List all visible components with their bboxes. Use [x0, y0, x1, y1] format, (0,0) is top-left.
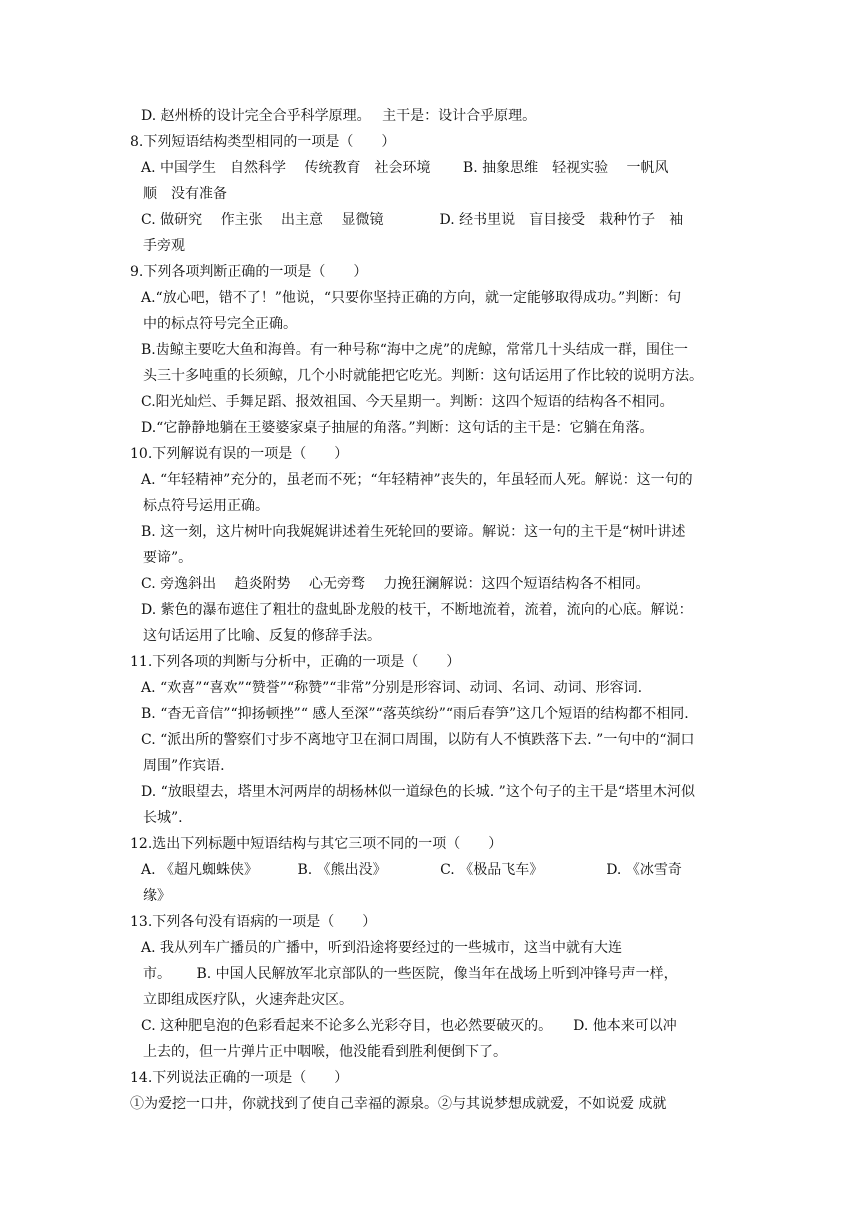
text-line: 手旁观 — [143, 238, 185, 254]
text-line: 缘》 — [143, 888, 171, 904]
text-line: 头三十多吨重的长须鲸，几个小时就能把它吃光。判断：这句话运用了作比较的说明方法。 — [143, 368, 703, 384]
text-line: 8.下列短语结构类型相同的一项是（ ） — [130, 134, 396, 150]
text-line: A. 我从列车广播员的广播中，听到沿途将要经过的一些城市，这当中就有大连 — [141, 940, 623, 956]
text-line: 长城”. — [143, 810, 183, 826]
text-line: D. 赵州桥的设计完全合乎科学原理。 主干是：设计合乎原理。 — [141, 108, 537, 124]
text-line: B. 这一刻，这片树叶向我娓娓讲述着生死轮回的要谛。解说：这一句的主干是“树叶讲述 — [141, 524, 686, 540]
text-line: 9.下列各项判断正确的一项是（ ） — [130, 264, 368, 280]
text-line: A.“放心吧，错不了！”他说，“只要你坚持正确的方向，就一定能够取得成功。”判断：句 — [141, 290, 682, 306]
text-line: B.齿鲸主要吃大鱼和海兽。有一种号称“海中之虎”的虎鲸，常常几十头结成一群，围住一 — [141, 342, 689, 358]
text-line: 12.选出下列标题中短语结构与其它三项不同的一项（ ） — [130, 836, 503, 852]
text-line: A. 中国学生 自然科学 传统教育 社会环境 B. 抽象思维 轻视实验 一帆风 — [141, 160, 669, 176]
text-line: C. 这种肥皂泡的色彩看起来不论多么光彩夺目，也必然要破灭的。 D. 他本来可以冲 — [141, 1018, 677, 1034]
text-line: 11.下列各项的判断与分析中，正确的一项是（ ） — [130, 654, 461, 670]
text-line: C.阳光灿烂、手舞足蹈、报效祖国、今天星期一。判断：这四个短语的结构各不相同。 — [141, 394, 674, 410]
document-content — [130, 103, 735, 1117]
text-line: B. “杳无音信”“抑扬顿挫”“ 感人至深”“落英缤纷”“雨后春笋”这几个短语的结构都不相同. — [141, 706, 689, 722]
text-line: 中的标点符号完全正确。 — [143, 316, 297, 332]
text-line: C. “派出所的警察们寸步不离地守卫在洞口周围，以防有人不慎跌落下去. ”一句中的“洞口 — [141, 732, 695, 748]
text-line: 标点符号运用正确。 — [143, 498, 269, 514]
text-line: 10.下列解说有误的一项是（ ） — [130, 446, 349, 462]
text-line: 要谛”。 — [143, 550, 193, 566]
text-line: 13.下列各句没有语病的一项是（ ） — [130, 914, 377, 930]
text-line: A. 《超凡蜘蛛侠》 B. 《熊出没》 C. 《极品飞车》 D. 《冰雪奇 — [141, 862, 682, 878]
text-line: 立即组成医疗队，火速奔赴灾区。 — [143, 992, 353, 1008]
text-line: 这句话运用了比喻、反复的修辞手法。 — [143, 628, 381, 644]
text-line: A. “年轻精神”充分的，虽老而不死；“年轻精神”丧失的，年虽轻而人死。解说：这一句的 — [141, 472, 693, 488]
text-line: 市。 B. 中国人民解放军北京部队的一些医院，像当年在战场上听到冲锋号声一样， — [143, 966, 678, 982]
text-line: D. 紫色的瀑布遮住了粗壮的盘虬卧龙般的枝干，不断地流着，流着，流向的心底。解说： — [141, 602, 693, 618]
text-line: A. “欢喜”“喜欢”“赞誉”“称赞”“非常”分别是形容词、动词、名词、动词、形容词. — [141, 680, 643, 696]
text-line: 14.下列说法正确的一项是（ ） — [130, 1070, 349, 1086]
text-line: C. 旁逸斜出 趋炎附势 心无旁骛 力挽狂澜解说：这四个短语结构各不相同。 — [141, 576, 650, 592]
text-line: C. 做研究 作主张 出主意 显微镜 D. 经书里说 盲目接受 栽种竹子 袖 — [141, 212, 684, 228]
text-line: 上去的，但一片弹片正中咽喉，他没能看到胜利便倒下了。 — [143, 1044, 507, 1060]
text-line: D. “放眼望去，塔里木河两岸的胡杨林似一道绿色的长城. ”这个句子的主干是“塔里木河似 — [141, 784, 695, 800]
text-line: 周围”作宾语. — [143, 758, 225, 774]
text-line: D.“它静静地躺在王婆婆家桌子抽屉的角落。”判断：这句话的主干是：它躺在角落。 — [141, 420, 654, 436]
text-line: 顺 没有准备 — [143, 186, 227, 202]
text-line: ①为爱挖一口井，你就找到了使自己幸福的源泉。②与其说梦想成就爱，不如说爱 成就 — [130, 1096, 667, 1112]
